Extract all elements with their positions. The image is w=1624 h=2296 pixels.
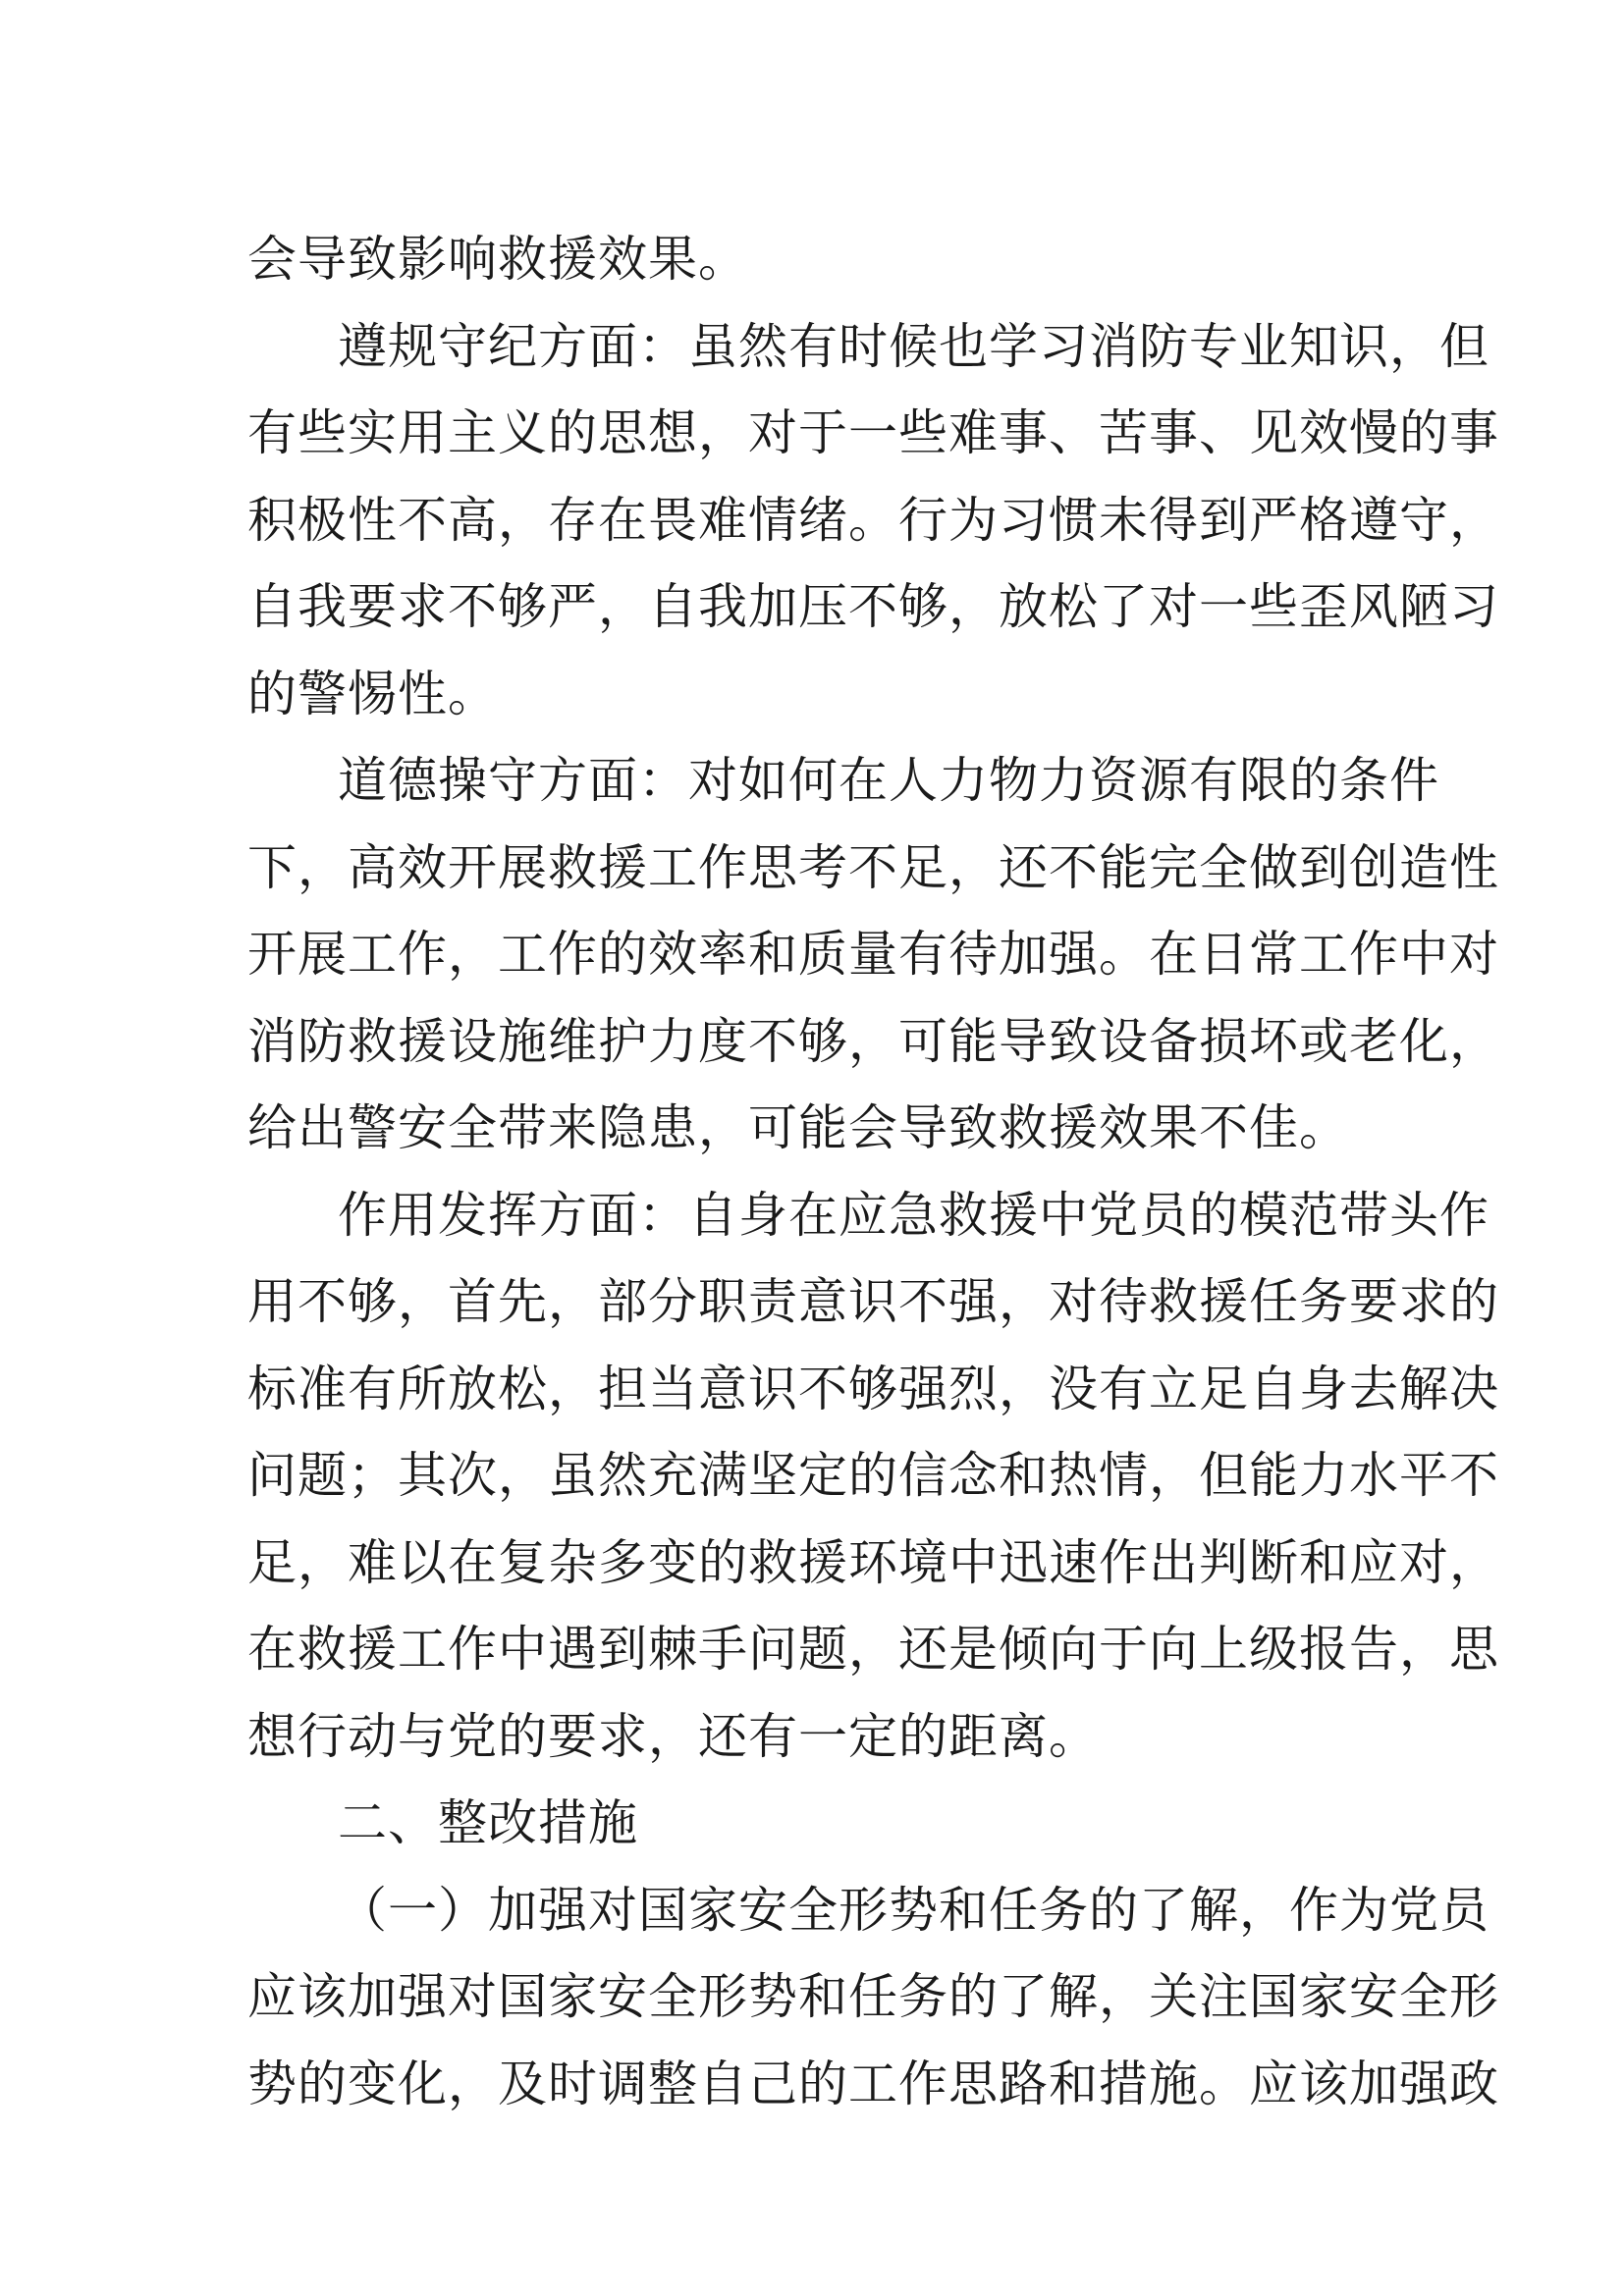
- paragraph-measure-1: [247, 1867, 1499, 2128]
- text-line: 道德操守方面：对如何在人力物力资源有限的条件: [338, 752, 1439, 809]
- text-line: 足，难以在复杂多变的救援环境中迅速作出判断和应对，: [247, 1533, 1499, 1591]
- text-line: 自我要求不够严，自我加压不够，放松了对一些歪风陋习: [247, 578, 1499, 635]
- paragraph-section-heading: [247, 1780, 1386, 1867]
- document-body: [247, 216, 1499, 2127]
- text-line: 的警惕性。: [247, 665, 498, 722]
- text-line: 给出警安全带来隐患，可能会导致救援效果不佳。: [247, 1099, 1349, 1156]
- text-line: 二、整改措施: [338, 1794, 638, 1851]
- text-line: 遵规守纪方面：虽然有时候也学习消防专业知识，但: [338, 317, 1489, 375]
- text-line: 下，高效开展救援工作思考不足，还不能完全做到创造性: [247, 838, 1499, 896]
- text-line: 消防救援设施维护力度不够，可能导致设备损坏或老化，: [247, 1012, 1499, 1070]
- text-line: 在救援工作中遇到棘手问题，还是倾向于向上级报告，思: [247, 1621, 1499, 1678]
- text-line: 开展工作，工作的效率和质量有待加强。在日常工作中对: [247, 926, 1499, 983]
- text-line: 积极性不高，存在畏难情绪。行为习惯未得到严格遵守，: [247, 491, 1499, 549]
- text-line: 标准有所放松，担当意识不够强烈，没有立足自身去解决: [247, 1360, 1499, 1417]
- text-line: 应该加强对国家安全形势和任务的了解，关注国家安全形: [247, 1968, 1499, 2025]
- paragraph-role: [247, 1172, 1499, 1781]
- text-line: 有些实用主义的思想，对于一些难事、苦事、见效慢的事: [247, 404, 1499, 461]
- text-line: 问题；其次，虽然充满坚定的信念和热情，但能力水平不: [247, 1447, 1499, 1504]
- paragraph-morality: [247, 737, 1499, 1172]
- text-line: 会导致影响救援效果。: [247, 231, 748, 288]
- text-line: 用不够，首先，部分职责意识不强，对待救援任务要求的: [247, 1273, 1499, 1330]
- paragraph-continuation: [247, 216, 1386, 303]
- text-line: 想行动与党的要求，还有一定的距离。: [247, 1707, 1099, 1765]
- text-line: 势的变化，及时调整自己的工作思路和措施。应该加强政: [247, 2055, 1499, 2112]
- paragraph-discipline: [247, 303, 1499, 738]
- text-line: 作用发挥方面：自身在应急救援中党员的模范带头作: [338, 1186, 1489, 1244]
- text-line: （一）加强对国家安全形势和任务的了解，作为党员: [338, 1881, 1489, 1939]
